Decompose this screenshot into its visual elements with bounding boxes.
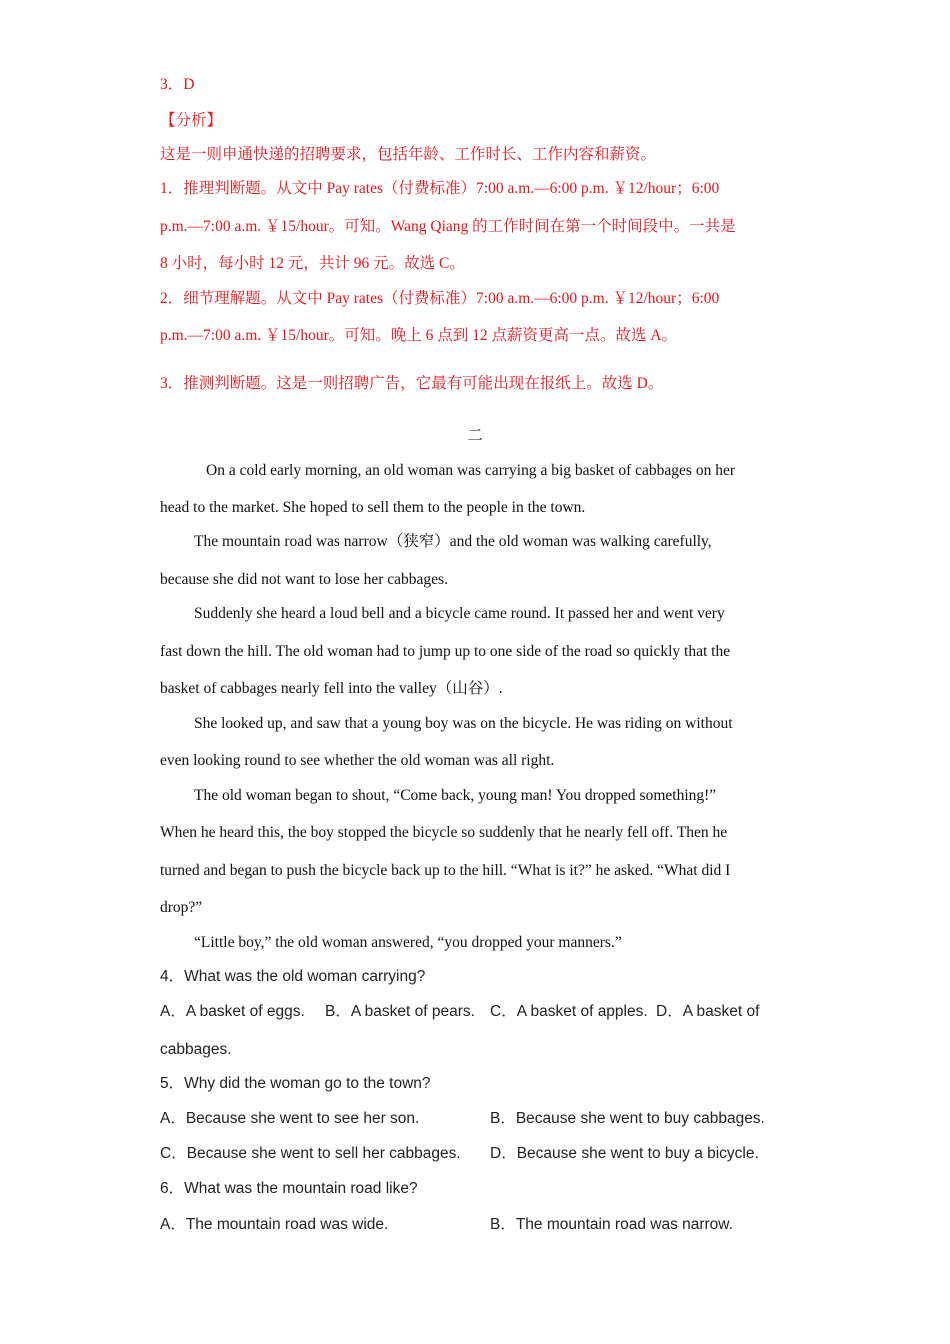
question-4-option-b: B．A basket of pears. [325, 1003, 475, 1020]
question-5-option-b: B．Because she went to buy cabbages. [490, 1110, 765, 1127]
passage-p3-line-3: basket of cabbages nearly fell into the valley（山谷）. [160, 680, 503, 697]
analysis-item-3: 3．推测判断题。这是一则招聘广告，它最有可能出现在报纸上。故选 D。 [160, 375, 664, 392]
question-4: 4．What was the old woman carrying? [160, 968, 426, 985]
question-4-option-d-continued: cabbages. [160, 1041, 232, 1058]
question-4-option-a: A．A basket of eggs. [160, 1003, 305, 1020]
passage-p2-line-1: The mountain road was narrow（狭窄）and the old woman was walking carefully, [194, 533, 712, 550]
passage-p4-line-1: She looked up, and saw that a young boy was on the bicycle. He was riding on without [194, 715, 733, 732]
passage-p1-line-1: On a cold early morning, an old woman was carrying a big basket of cabbages on her [206, 462, 735, 479]
analysis-item-2-line-1: 2．细节理解题。从文中 Pay rates（付费标准）7:00 a.m.—6:00 p.m. ￥12/hour；6:00 [160, 290, 720, 307]
question-5-option-a: A．Because she went to see her son. [160, 1110, 420, 1127]
passage-p1-line-2: head to the market. She hoped to sell them to the people in the town. [160, 499, 586, 516]
passage-p3-line-1: Suddenly she heard a loud bell and a bicycle came round. It passed her and went very [194, 605, 725, 622]
analysis-heading: 【分析】 [160, 112, 223, 129]
passage-p2-line-2: because she did not want to lose her cabbages. [160, 571, 448, 588]
analysis-item-1-line-1: 1．推理判断题。从文中 Pay rates（付费标准）7:00 a.m.—6:00 p.m. ￥12/hour；6:00 [160, 180, 720, 197]
passage-p3-line-2: fast down the hill. The old woman had to jump up to one side of the road so quickly that the [160, 643, 731, 660]
analysis-item-1-line-3: 8 小时，每小时 12 元，共计 96 元。故选 C。 [160, 255, 465, 272]
passage-p5-line-4: drop?” [160, 899, 203, 916]
passage-p4-line-2: even looking round to see whether the old woman was all right. [160, 752, 555, 769]
passage-p5-line-2: When he heard this, the boy stopped the bicycle so suddenly that he nearly fell off. Then he [160, 824, 728, 841]
passage-p5-line-1: The old woman began to shout, “Come back, young man! You dropped something!” [194, 787, 717, 804]
question-4-option-d: D．A basket of [656, 1003, 760, 1020]
section-title: 二 [467, 427, 483, 444]
q3-answer: 3．D [160, 76, 195, 93]
analysis-item-2-line-2: p.m.—7:00 a.m. ￥15/hour。可知。晚上 6 点到 12 点薪资更高一点。故选 A。 [160, 327, 678, 344]
passage-p5-line-3: turned and began to push the bicycle back up to the hill. “What is it?” he asked. “What did I [160, 862, 731, 879]
analysis-item-1-line-2: p.m.—7:00 a.m. ￥15/hour。可知。Wang Qiang 的工作时间在第一个时间段中。一共是 [160, 218, 736, 235]
question-6-option-b: B．The mountain road was narrow. [490, 1216, 733, 1233]
passage-p6-line-1: “Little boy,” the old woman answered, “you dropped your manners.” [194, 934, 622, 951]
question-6-option-a: A．The mountain road was wide. [160, 1216, 389, 1233]
question-5: 5．Why did the woman go to the town? [160, 1075, 431, 1092]
question-5-option-d: D．Because she went to buy a bicycle. [490, 1145, 759, 1162]
question-6: 6．What was the mountain road like? [160, 1180, 418, 1197]
question-4-option-c: C．A basket of apples. [490, 1003, 648, 1020]
question-5-option-c: C．Because she went to sell her cabbages. [160, 1145, 461, 1162]
analysis-summary: 这是一则申通快递的招聘要求，包括年龄、工作时长、工作内容和薪资。 [160, 146, 657, 163]
